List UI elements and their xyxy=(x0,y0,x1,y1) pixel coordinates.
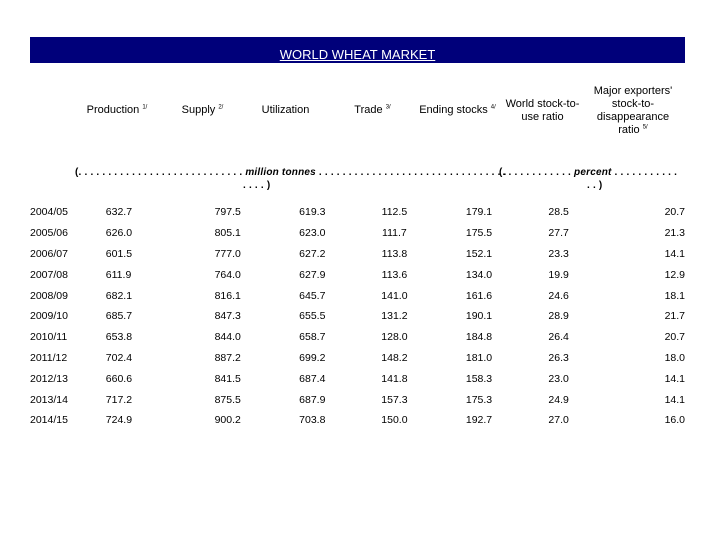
cell-world-ratio: 26.3 xyxy=(548,351,569,364)
cell-ending-stocks: 179.1 xyxy=(465,206,493,219)
header-ending-stocks xyxy=(410,104,505,117)
title-banner xyxy=(30,37,685,63)
cell-trade: 112.5 xyxy=(381,206,408,219)
cell-supply: 847.3 xyxy=(214,310,241,323)
cell-supply: 797.5 xyxy=(214,206,241,219)
header-trade xyxy=(335,104,410,117)
cell-supply: 887.2 xyxy=(214,351,241,364)
cell-trade: 141.0 xyxy=(381,289,408,302)
cell-utilization: 687.4 xyxy=(299,372,326,385)
cell-supply: 764.0 xyxy=(214,268,241,281)
header-production xyxy=(72,104,162,117)
cell-year: 2004/05 xyxy=(30,206,68,219)
cell-production: 717.2 xyxy=(105,393,133,406)
cell-major-ratio: 16.0 xyxy=(664,414,685,427)
cell-world-ratio: 26.4 xyxy=(548,331,569,344)
table-row xyxy=(30,348,695,369)
cell-major-ratio: 18.0 xyxy=(664,351,685,364)
units-million-close: . . . . ) xyxy=(243,180,271,191)
cell-year: 2005/06 xyxy=(30,227,68,240)
header-ending-stocks-label: Ending stocks xyxy=(419,104,488,116)
cell-utilization: 699.2 xyxy=(299,351,326,364)
cell-major-ratio: 21.7 xyxy=(664,310,685,323)
units-million-open: (. . . . . . . . . . . . . . . . . . . . . . . . . . . . xyxy=(75,167,243,178)
cell-year: 2007/08 xyxy=(30,268,68,281)
cell-utilization: 645.7 xyxy=(299,289,326,302)
units-million-tonnes xyxy=(75,166,507,192)
table-row xyxy=(30,306,695,327)
cell-world-ratio: 24.9 xyxy=(548,393,569,406)
cell-supply: 841.5 xyxy=(214,372,241,385)
cell-supply: 900.2 xyxy=(214,414,241,427)
cell-trade: 113.6 xyxy=(381,268,408,281)
cell-world-ratio: 23.3 xyxy=(548,247,569,260)
cell-supply: 875.5 xyxy=(214,393,241,406)
cell-trade: 111.7 xyxy=(382,227,407,240)
units-percent-close: . . ) xyxy=(587,180,603,191)
cell-major-ratio: 12.9 xyxy=(664,268,685,281)
cell-supply: 816.1 xyxy=(214,289,241,302)
units-percent-open: (. . . . . . . . . . . . xyxy=(499,167,572,178)
cell-trade: 141.8 xyxy=(381,372,408,385)
header-major-line4-label: ratio xyxy=(618,124,640,136)
header-supply xyxy=(165,104,240,117)
cell-ending-stocks: 152.1 xyxy=(465,247,493,260)
table-row xyxy=(30,202,695,223)
cell-utilization: 619.3 xyxy=(299,206,326,219)
cell-ending-stocks: 192.7 xyxy=(465,414,493,427)
cell-world-ratio: 23.0 xyxy=(548,372,569,385)
header-supply-label: Supply xyxy=(181,104,216,116)
table-row xyxy=(30,389,695,410)
table-row xyxy=(30,410,695,431)
footnote-marker-5: 5/ xyxy=(642,124,648,131)
cell-production: 660.6 xyxy=(105,372,133,385)
cell-major-ratio: 21.3 xyxy=(664,227,685,240)
table-row xyxy=(30,244,695,265)
cell-year: 2014/15 xyxy=(30,414,68,427)
cell-major-ratio: 14.1 xyxy=(664,247,685,260)
cell-major-ratio: 20.7 xyxy=(664,331,685,344)
cell-year: 2012/13 xyxy=(30,372,68,385)
header-utilization-label: Utilization xyxy=(261,104,310,116)
cell-ending-stocks: 181.0 xyxy=(465,351,493,364)
cell-year: 2010/11 xyxy=(30,331,68,344)
cell-production: 626.0 xyxy=(105,227,133,240)
cell-utilization: 623.0 xyxy=(299,227,326,240)
cell-utilization: 703.8 xyxy=(299,414,326,427)
cell-utilization: 658.7 xyxy=(299,331,326,344)
cell-major-ratio: 14.1 xyxy=(664,372,685,385)
table-row xyxy=(30,264,695,285)
units-percent xyxy=(499,166,677,192)
units-percent-label: percent xyxy=(574,167,612,178)
cell-ending-stocks: 158.3 xyxy=(465,372,493,385)
page-title: WORLD WHEAT MARKET xyxy=(279,47,436,62)
cell-supply: 844.0 xyxy=(214,331,241,344)
cell-year: 2006/07 xyxy=(30,247,68,260)
cell-world-ratio: 28.5 xyxy=(548,206,569,219)
cell-trade: 131.2 xyxy=(381,310,408,323)
cell-major-ratio: 14.1 xyxy=(664,393,685,406)
footnote-marker-4: 4/ xyxy=(490,104,496,111)
cell-ending-stocks: 161.6 xyxy=(465,289,493,302)
cell-trade: 157.3 xyxy=(381,393,408,406)
footnote-marker-1: 1/ xyxy=(142,104,148,111)
table-row xyxy=(30,327,695,348)
wheat-market-table xyxy=(30,202,695,431)
table-row xyxy=(30,368,695,389)
cell-major-ratio: 20.7 xyxy=(664,206,685,219)
cell-utilization: 627.2 xyxy=(299,247,326,260)
cell-utilization: 655.5 xyxy=(299,310,326,323)
header-world-ratio-line1: World stock-to- xyxy=(505,98,580,110)
header-utilization xyxy=(248,104,323,117)
cell-production: 632.7 xyxy=(105,206,133,219)
header-major-exporters-ratio xyxy=(578,85,688,137)
cell-world-ratio: 24.6 xyxy=(548,289,569,302)
footnote-marker-3: 3/ xyxy=(385,104,391,111)
cell-year: 2009/10 xyxy=(30,310,68,323)
cell-trade: 128.0 xyxy=(381,331,408,344)
header-major-line3: disappearance xyxy=(596,111,670,123)
units-million-label: million tonnes xyxy=(245,167,316,178)
cell-supply: 805.1 xyxy=(214,227,241,240)
footnote-marker-2: 2/ xyxy=(218,104,224,111)
header-world-ratio-line2: use ratio xyxy=(521,111,564,123)
cell-trade: 113.8 xyxy=(381,247,408,260)
header-major-line4 xyxy=(578,124,688,137)
header-major-line2: stock-to- xyxy=(611,98,655,110)
cell-production: 611.9 xyxy=(105,268,132,281)
cell-trade: 148.2 xyxy=(381,351,408,364)
cell-production: 702.4 xyxy=(105,351,133,364)
cell-ending-stocks: 175.5 xyxy=(465,227,493,240)
header-world-ratio xyxy=(495,98,590,124)
cell-world-ratio: 27.7 xyxy=(548,227,569,240)
cell-world-ratio: 27.0 xyxy=(548,414,569,427)
cell-year: 2008/09 xyxy=(30,289,68,302)
cell-ending-stocks: 134.0 xyxy=(465,268,493,281)
cell-ending-stocks: 190.1 xyxy=(465,310,493,323)
cell-production: 653.8 xyxy=(105,331,133,344)
table-row xyxy=(30,223,695,244)
units-percent-mid: . . . . . . . . . . . xyxy=(614,167,678,178)
cell-trade: 150.0 xyxy=(381,414,408,427)
header-major-line1: Major exporters' xyxy=(593,85,673,97)
cell-utilization: 627.9 xyxy=(299,268,326,281)
cell-production: 601.5 xyxy=(105,247,133,260)
cell-supply: 777.0 xyxy=(214,247,241,260)
cell-ending-stocks: 184.8 xyxy=(465,331,493,344)
header-trade-label: Trade xyxy=(354,104,383,116)
cell-world-ratio: 28.9 xyxy=(548,310,569,323)
cell-year: 2011/12 xyxy=(30,351,68,364)
cell-production: 682.1 xyxy=(105,289,133,302)
table-body xyxy=(30,202,695,431)
table-row xyxy=(30,285,695,306)
cell-production: 724.9 xyxy=(105,414,133,427)
cell-production: 685.7 xyxy=(105,310,133,323)
cell-year: 2013/14 xyxy=(30,393,68,406)
cell-major-ratio: 18.1 xyxy=(664,289,685,302)
cell-ending-stocks: 175.3 xyxy=(465,393,493,406)
units-million-mid: . . . . . . . . . . . . . . . . . . . . . . . . . . . . . . . . xyxy=(318,167,507,178)
cell-utilization: 687.9 xyxy=(299,393,326,406)
header-production-label: Production xyxy=(86,104,140,116)
cell-world-ratio: 19.9 xyxy=(548,268,569,281)
